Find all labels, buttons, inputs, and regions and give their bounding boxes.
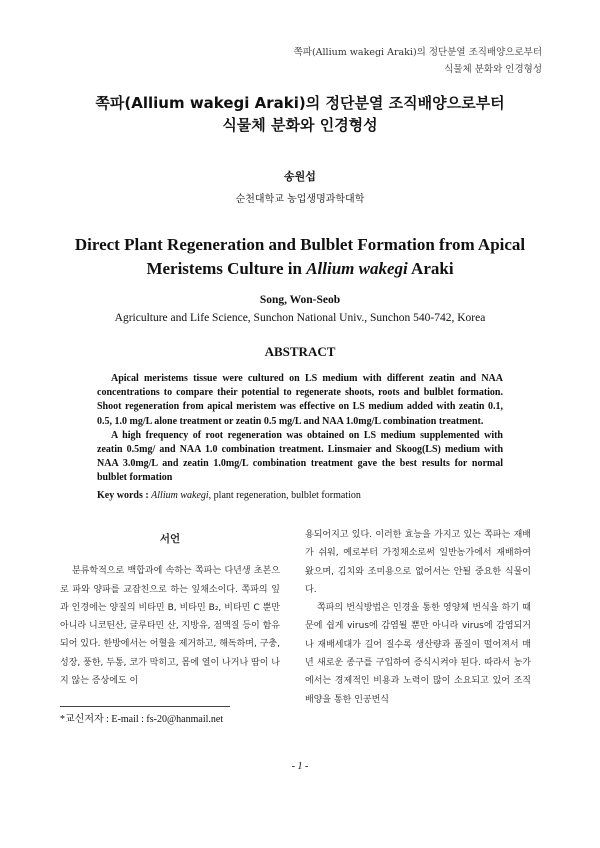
body-column-left	[60, 526, 280, 690]
abstract-paragraph-2: A high frequency of root regeneration was obtained on LS medium supplemented with zeatin 0.5mg/ and NAA 1.0 combination treatment. Linsmaier and Skoog(LS) medium with NAA 3.0mg/L and zeatin 1.0mg/L combination treatment gave the best results for normal bulblet formation	[97, 429, 503, 484]
abstract-paragraph-1: Apical meristems tissue were cultured on LS medium with different zeatin and NAA concentrations to compare their potential to regenerate shoots, roots and bulblet formation. Shoot regeneration from apical meristem was effective on LS medium added with zeatin 0.1, 0.5, 1.0 mg/L alone treatment or zeatin 0.5 mg/L and NAA 1.0mg/L combination treatment.	[97, 373, 503, 427]
korean-affiliation: 순천대학교 농업생명과학대학	[235, 194, 365, 205]
footnote-divider	[60, 706, 230, 707]
english-title-line2-pre: Meristems Culture in	[146, 259, 307, 278]
korean-title	[0, 92, 600, 136]
keywords	[97, 490, 517, 501]
english-title	[0, 233, 600, 281]
korean-title-line1: 쪽파(Allium wakegi Araki)의 정단분열 조직배양으로부터	[95, 94, 505, 112]
korean-author: 송원섭	[284, 170, 316, 183]
keywords-rest: , plant regeneration, bulblet formation	[208, 490, 361, 501]
corresponding-author-footnote: *교신저자 : E-mail : fs-20@hanmail.net	[60, 714, 224, 725]
intro-paragraph-left: 분류학적으로 백합과에 속하는 쪽파는 다년생 초본으로 파와 양파를 교잡친으로 하는 잎채소이다. 쪽파의 잎과 인경에는 양질의 비타민 B, 비타민 B₂, 비타민 C 뿐만 아니라 니코틴산, 글루타민 산, 지방유, 점액질 등이 함유되어 있다. 한방에서는 어혈을 제거하고, 해독하며, 구충, 성장, 풍한, 두통, 코가 막히고, 몸에 열이 나거나 땀이 나지 않는 증상에도 이	[60, 566, 280, 687]
korean-title-line2: 식물체 분화와 인경형성	[222, 116, 378, 134]
abstract-body	[97, 372, 503, 486]
english-title-line1: Direct Plant Regeneration and Bulblet Formation from Apical	[74, 235, 526, 254]
body-column-right	[305, 526, 531, 709]
intro-paragraph-right-2: 쪽파의 번식방법은 인경을 통한 영양체 번식을 하기 때문에 쉽게 virus에 감염될 뿐만 아니라 virus에 감염되거나 재배세대가 길어 질수록 생산량과 품질이 떨어져서 매년 새로운 종구를 구입하여 증식시켜야 된다. 따라서 농가에서는 경제적인 비용과 노력이 많이 소요되고 있어 조직배양을 통한 인공번식	[305, 603, 531, 705]
english-author: Song, Won-Seob	[259, 294, 341, 306]
abstract-heading: ABSTRACT	[264, 344, 336, 359]
page-number: - 1 -	[291, 761, 309, 772]
running-header-line2: 식물체 분화와 인경형성	[444, 64, 542, 75]
keywords-label: Key words :	[97, 490, 149, 501]
keywords-species: Allium wakegi	[151, 490, 209, 501]
english-title-species: Allium wakegi	[306, 259, 408, 278]
english-affiliation: Agriculture and Life Science, Sunchon National Univ., Sunchon 540-742, Korea	[114, 312, 486, 324]
intro-paragraph-right-1: 용되어지고 있다. 이러한 효능을 가지고 있는 쪽파는 재배가 쉬워, 예로부터 가정채소로써 일반농가에서 재배하여 왔으며, 김치와 조미용으로 없어서는 안될 중요한 식물이다.	[305, 530, 531, 595]
intro-heading: 서언	[159, 533, 181, 545]
running-header-line1: 쪽파(Allium wakegi Araki)의 정단분열 조직배양으로부터	[293, 47, 542, 58]
english-title-line2	[0, 257, 600, 281]
english-title-line2-post: Araki	[407, 259, 454, 278]
running-header	[294, 44, 542, 78]
